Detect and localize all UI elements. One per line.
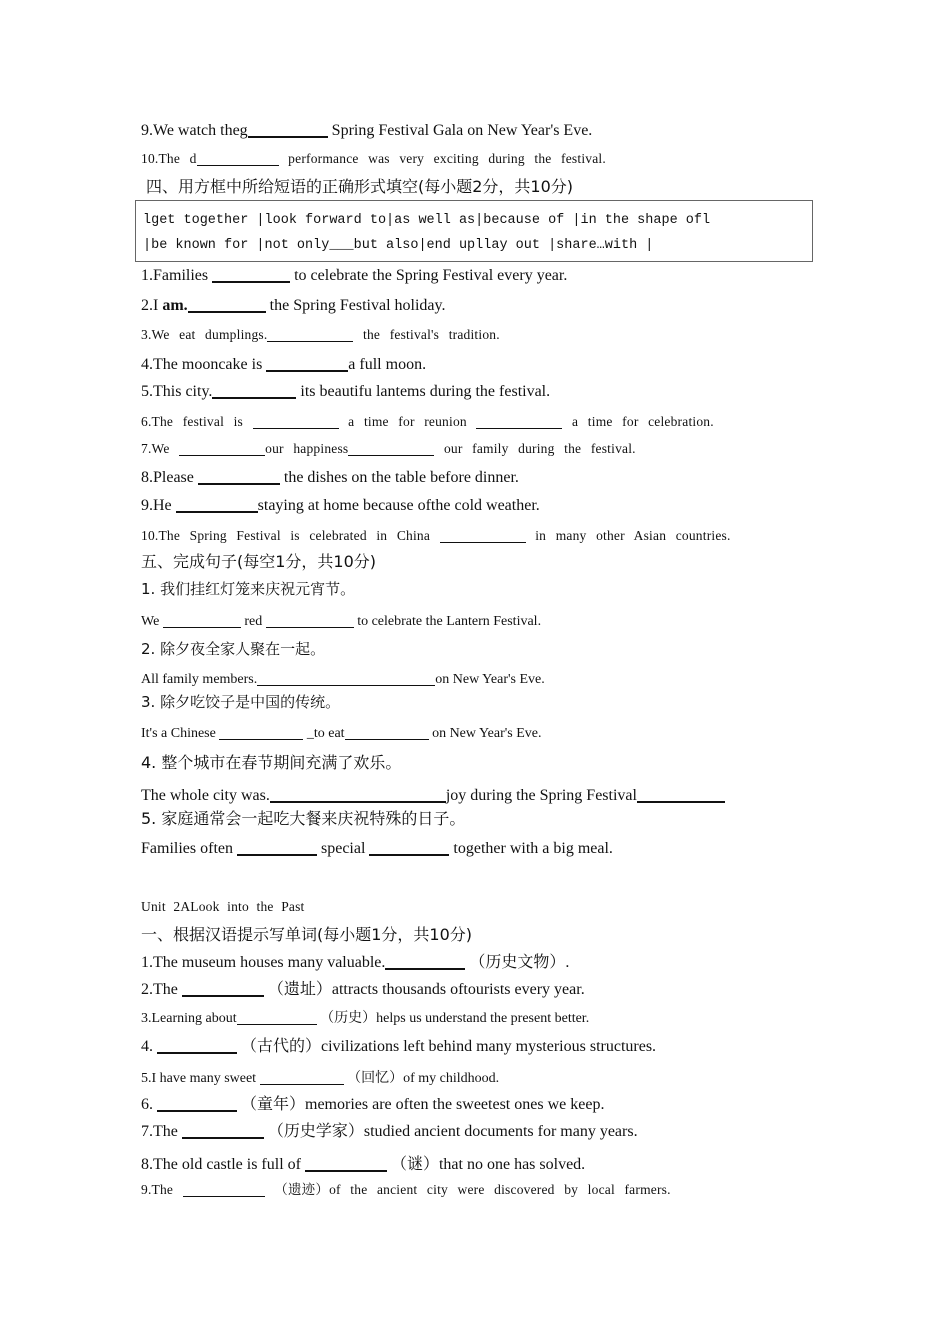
question-3: 3.We eat dumplings. the festival's tradition. — [141, 327, 500, 342]
section-heading: 四、用方框中所给短语的正确形式填空(每小题2分，共10分) — [146, 177, 574, 196]
question-4: 4. （古代的）civilizations left behind many mysterious structures. — [141, 1038, 657, 1055]
question-6: 6. （童年）memories are often the sweetest ones we keep. — [141, 1096, 605, 1113]
question-text: 10.The d — [141, 151, 197, 166]
question-text: 9.We watch theg — [141, 122, 248, 139]
answer-blank[interactable] — [176, 496, 258, 513]
answer-blank[interactable] — [305, 1155, 387, 1172]
question-7: 7.We our happiness our family during the festival. — [141, 441, 636, 456]
section-heading: 一、根据汉语提示写单词(每小题1分，共10分) — [141, 925, 473, 944]
sentence-3: It's a Chinese _to eat on New Year's Eve. — [141, 726, 542, 741]
sentence-1: We red to celebrate the Lantern Festival. — [141, 614, 542, 629]
question-10: 10.The Spring Festival is celebrated in China in many other Asian countries. — [141, 528, 731, 543]
question-8: 8.The old castle is full of （谜）that no one has solved. — [141, 1156, 586, 1173]
answer-blank[interactable] — [212, 382, 296, 399]
answer-blank[interactable] — [179, 440, 265, 456]
answer-blank[interactable] — [260, 1069, 344, 1085]
sentence-4: The whole city was. joy during the Spring Festival — [141, 786, 725, 805]
question-text: Spring Festival Gala on New Year's Eve. — [331, 122, 593, 139]
answer-blank[interactable] — [253, 413, 339, 429]
section-heading: 五、完成句子(每空1分，共10分) — [141, 552, 377, 571]
answer-blank[interactable] — [182, 980, 264, 997]
answer-blank[interactable] — [163, 612, 241, 628]
question-5: 5.This city. its beautifu lantems during the festival. — [141, 383, 551, 400]
prompt-chinese: 5. 家庭通常会一起吃大餐来庆祝特殊的日子。 — [141, 809, 466, 828]
answer-blank[interactable] — [385, 953, 465, 970]
question-9: 9.He staying at home because ofthe cold weather. — [141, 497, 540, 514]
question-10 — [141, 150, 606, 167]
question-3: 3.Learning about （历史）helps us understand the present better. — [141, 1011, 590, 1026]
answer-blank[interactable] — [637, 786, 725, 803]
answer-blank[interactable] — [267, 326, 353, 342]
answer-blank[interactable] — [157, 1095, 237, 1112]
answer-blank[interactable] — [345, 724, 429, 740]
answer-blank[interactable] — [476, 413, 562, 429]
answer-blank[interactable] — [440, 527, 526, 543]
answer-blank[interactable] — [237, 1009, 317, 1025]
prompt-chinese: 4. 整个城市在春节期间充满了欢乐。 — [141, 753, 402, 772]
question-9 — [141, 121, 592, 140]
question-7: 7.The （历史学家）studied ancient documents for many years. — [141, 1123, 638, 1140]
prompt-chinese: 3. 除夕吃饺子是中国的传统。 — [141, 693, 341, 711]
prompt-chinese: 2. 除夕夜全家人聚在一起。 — [141, 640, 326, 658]
answer-blank[interactable] — [183, 1181, 265, 1197]
answer-blank[interactable] — [270, 786, 446, 803]
answer-blank[interactable] — [197, 150, 279, 166]
answer-blank[interactable] — [369, 839, 449, 856]
question-8: 8.Please the dishes on the table before dinner. — [141, 469, 519, 486]
phrase-box — [135, 200, 813, 262]
answer-blank[interactable] — [248, 121, 328, 138]
question-4: 4.The mooncake is a full moon. — [141, 356, 427, 373]
prompt-chinese: 1. 我们挂红灯笼来庆祝元宵节。 — [141, 580, 356, 598]
answer-blank[interactable] — [188, 296, 266, 313]
unit-title: Unit 2ALook into the Past — [141, 899, 305, 914]
question-text: performance was very exciting during the festival. — [288, 151, 606, 166]
phrase-box-row: |be known for |not only___but also|end upllay out |share…with | — [143, 238, 654, 253]
sentence-5: Families often special together with a big meal. — [141, 840, 613, 857]
answer-blank[interactable] — [257, 670, 435, 686]
question-1: 1.Families to celebrate the Spring Festival every year. — [141, 267, 568, 284]
answer-blank[interactable] — [198, 468, 280, 485]
question-1: 1.The museum houses many valuable. （历史文物）. — [141, 954, 570, 971]
answer-blank[interactable] — [266, 355, 348, 372]
question-6: 6.The festival is a time for reunion a time for celebration. — [141, 414, 714, 429]
answer-blank[interactable] — [266, 612, 354, 628]
answer-blank[interactable] — [348, 440, 434, 456]
answer-blank[interactable] — [212, 266, 290, 283]
answer-blank[interactable] — [182, 1122, 264, 1139]
answer-blank[interactable] — [219, 724, 303, 740]
question-5: 5.I have many sweet （回忆）of my childhood. — [141, 1071, 500, 1086]
sentence-2: All family members. on New Year's Eve. — [141, 672, 545, 687]
phrase-box-row: lget together |look forward to|as well as|because of |in the shape ofl — [143, 213, 711, 228]
answer-blank[interactable] — [157, 1037, 237, 1054]
question-2: 2.The （遗址）attracts thousands oftourists every year. — [141, 981, 585, 998]
question-2: 2.I am. the Spring Festival holiday. — [141, 297, 446, 314]
answer-blank[interactable] — [237, 839, 317, 856]
question-9: 9.The （遗迹）of the ancient city were discovered by local farmers. — [141, 1182, 671, 1197]
